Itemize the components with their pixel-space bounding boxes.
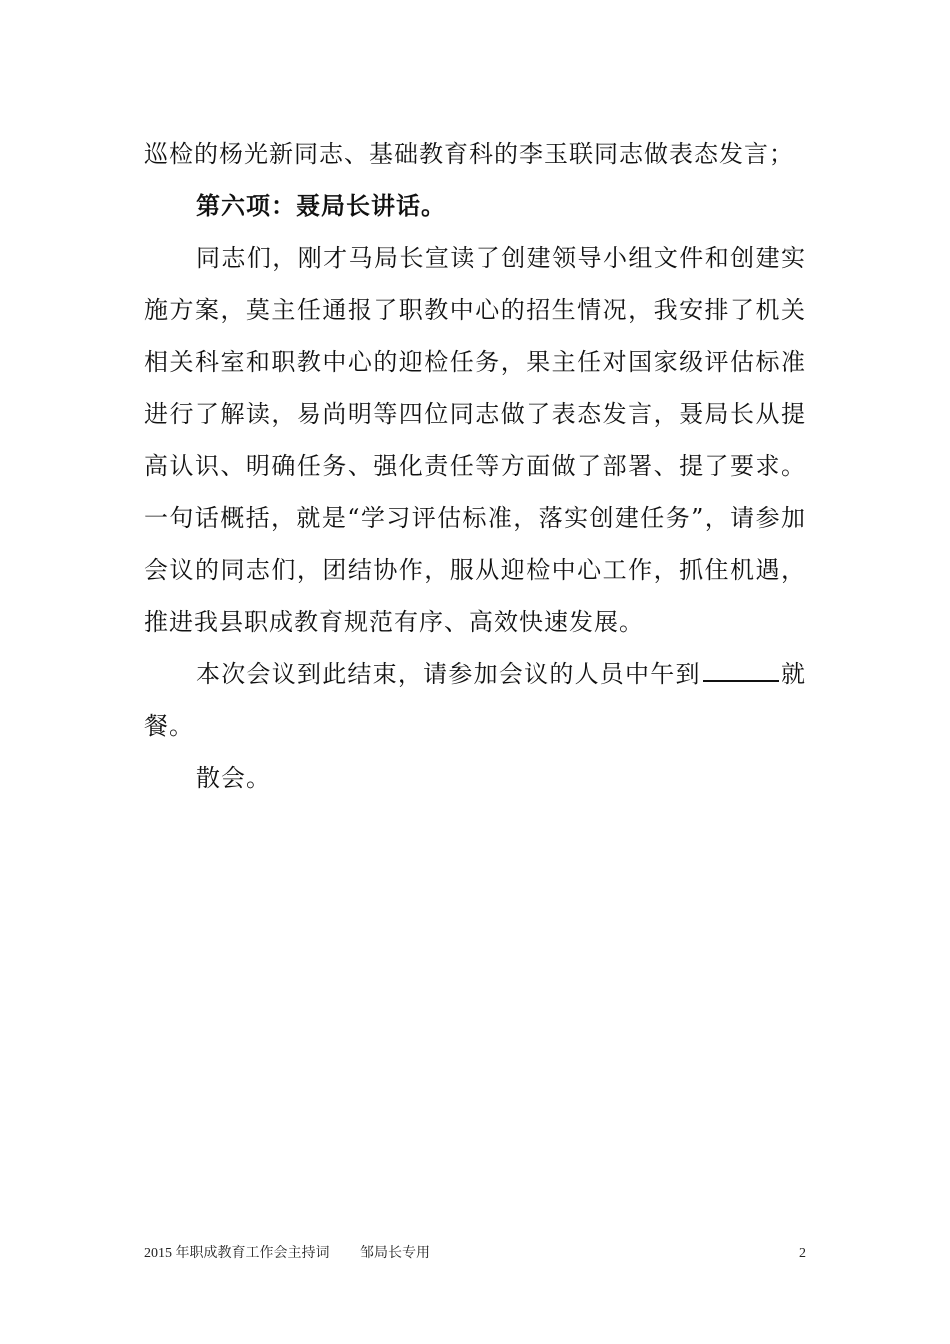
footer-owner-label: 邹局长专用 (360, 1246, 430, 1261)
section-heading: 第六项：聂局长讲话。 (196, 191, 446, 220)
page-footer (144, 1243, 806, 1265)
closing-text-before-blank: 本次会议到此结束，请参加会议的人员中午到 (196, 660, 701, 688)
paragraph-adjourn: 散会。 (196, 764, 271, 792)
paragraph-summary: 同志们，刚才马局长宣读了创建领导小组文件和创建实施方案，莫主任通报了职教中心的招生情况，我安排了机关相关科室和职教中心的迎检任务，果主任对国家级评估标准进行了解读，易尚明等四位同志做了表态发言，聂局长从提高认识、明确任务、强化责任等方面做了部署、提了要求。一句话概括，就是“学习评估标准，落实创建任务”，请参加会议的同志们，团结协作，服从迎检中心工作，抓住机遇，推进我县职成教育规范有序、高效快速发展。 (144, 244, 806, 636)
footer-document-title: 2015 年职成教育工作会主持词 (144, 1246, 330, 1261)
paragraph-closing (144, 648, 806, 752)
document-body (144, 128, 806, 804)
footer-page-number: 2 (799, 1246, 806, 1261)
paragraph-continued: 巡检的杨光新同志、基础教育科的李玉联同志做表态发言； (144, 140, 794, 168)
closing-text-after-blank: 就餐。 (144, 660, 807, 740)
fill-in-blank-line (703, 658, 779, 682)
